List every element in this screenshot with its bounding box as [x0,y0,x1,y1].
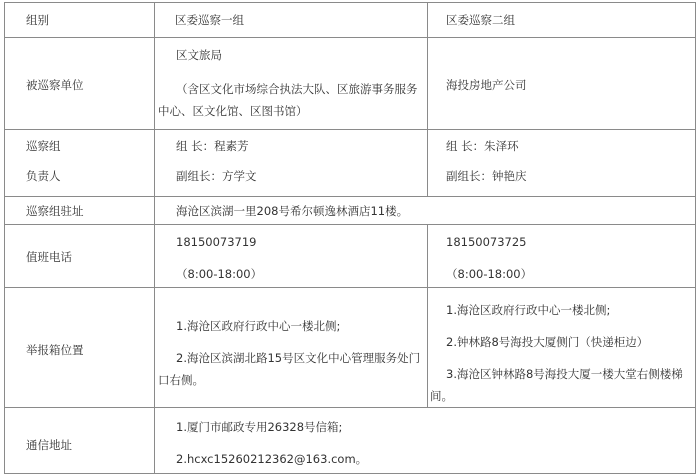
mail-item: 2.hcxc15260212362@163.com。 [176,452,368,466]
row-label-report-box: 举报箱位置 [26,343,84,357]
group-one-phone: 18150073719 [176,235,257,249]
group-one-leader: 组 长：程素芳 [176,139,249,153]
table-rule [427,2,428,196]
table-rule [4,196,696,197]
row-label-leader-line1: 巡察组 [26,139,61,153]
report-box-group-one-line: 口右侧。 [158,373,204,387]
table-rule [4,2,696,3]
mail-item: 1.厦门市邮政专用26328号信箱; [176,420,343,434]
table-rule [4,37,696,38]
units-group-one-line: 中心、区文化馆、区图书馆） [158,104,308,118]
header-group-one: 区委巡察一组 [175,13,244,27]
group-two-leader: 组 长：朱泽环 [446,139,519,153]
report-box-group-two-line: 1.海沧区政府行政中心一楼北侧; [446,303,611,317]
report-box-group-one-line: 2.海沧区滨湖北路15号区文化中心管理服务处门 [176,351,421,365]
row-label-address: 巡察组驻址 [26,204,84,218]
report-box-group-two-line: 3.海沧区钟林路8号海投大厦一楼大堂右侧楼梯 [446,367,683,381]
group-two-phone: 18150073725 [446,235,527,249]
units-group-two: 海投房地产公司 [446,78,527,92]
table-rule [4,2,5,474]
table-rule [154,2,155,474]
row-label-leader-line2: 负责人 [26,169,61,183]
report-box-group-one-line: 1.海沧区政府行政中心一楼北侧; [176,319,341,333]
table-rule [427,224,428,407]
table-rule [4,473,696,474]
group-one-hours: （8:00-18:00） [176,267,263,281]
table-rule [4,287,696,288]
row-label-phone: 值班电话 [26,250,72,264]
report-box-group-two-line: 2.钟林路8号海投大厦侧门（快递柜边） [446,335,649,349]
units-group-one-line: 区文旅局 [176,48,222,62]
table-rule [695,2,696,474]
table-rule [4,129,696,130]
table-rule [4,407,696,408]
header-group-two: 区委巡察二组 [446,13,515,27]
units-group-one-line: （含区文化市场综合执法大队、区旅游事务服务 [176,82,418,96]
inspection-address: 海沧区滨湖一里208号希尔顿逸林酒店11楼。 [176,204,409,218]
row-label-mail: 通信地址 [26,438,72,452]
row-label-units: 被巡察单位 [26,78,84,92]
table-rule [4,224,696,225]
group-two-hours: （8:00-18:00） [446,267,533,281]
report-box-group-two-line: 间。 [430,389,453,403]
header-group-label: 组别 [26,13,49,27]
group-one-deputy: 副组长：方学文 [176,169,257,183]
group-two-deputy: 副组长：钟艳庆 [446,169,527,183]
